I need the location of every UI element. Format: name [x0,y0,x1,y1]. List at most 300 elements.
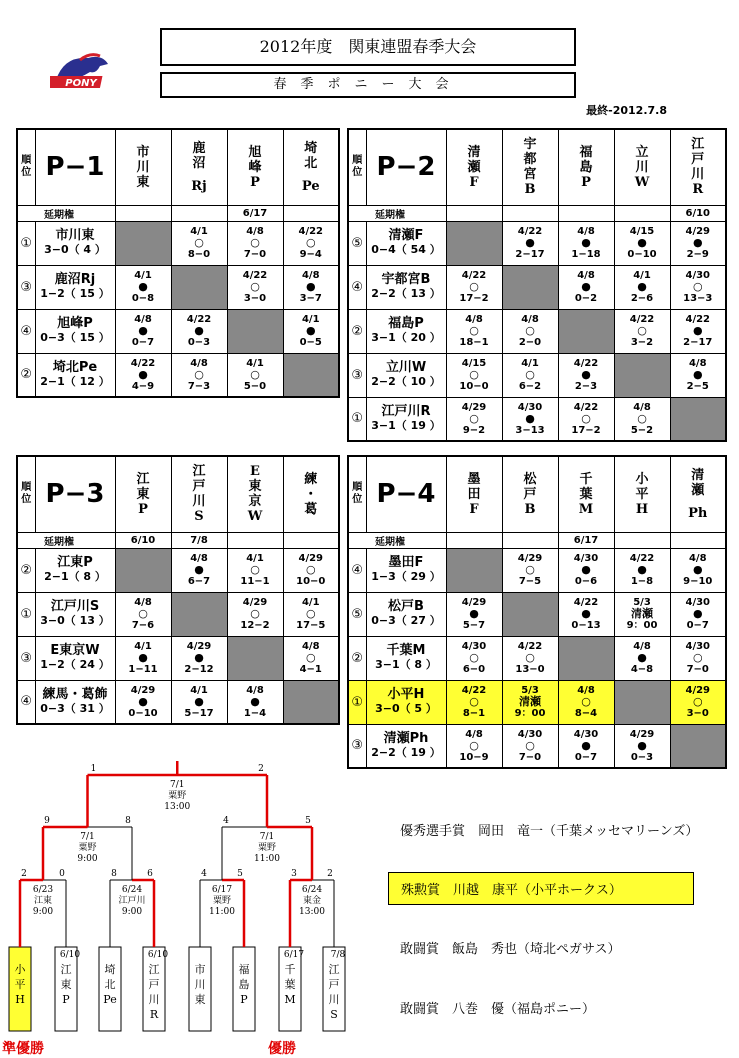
match-result-cell: 4/1 ○ 11−1 [227,548,283,592]
team-row [348,265,726,309]
match-result-cell: 4/8 ● 4−8 [614,636,670,680]
pool-table-3 [16,455,340,725]
self-match-cell [502,265,558,309]
team-name: 墨田F [388,555,424,570]
team-rank: ② [348,309,366,353]
bracket-team-name: P [62,993,70,1006]
extension-date [670,532,726,548]
team-name: 旭峰P [57,316,93,331]
match-result-cell: 4/29 ○ 10−0 [283,548,339,592]
bracket-match-place: 粟野 [257,843,277,853]
bracket-team-name: 江 [328,963,340,976]
team-rank: ① [348,397,366,441]
bracket-team-name: 千 [284,963,296,976]
opponent-header: 市 川 東 [115,129,171,205]
team-name: 清瀬F [388,228,424,243]
match-result-cell: 4/1 ● 1−11 [115,636,171,680]
bracket-match-place: 粟野 [212,896,232,906]
match-result-cell: 4/30 ● 0−6 [558,548,614,592]
extension-date [614,532,670,548]
bracket-match-date: 6/17 [211,885,233,895]
match-result-cell: 4/22 ● 1−8 [614,548,670,592]
team-name: E東京W [50,643,100,658]
team-record: 2−1（ 8 ） [44,570,106,583]
extension-label: 延期権 [17,532,115,548]
team-name: 小平H [387,687,425,702]
team-row [348,221,726,265]
opponent-header: 宇 都 宮 B [502,129,558,205]
extension-date [558,205,614,221]
champion-label: 優勝 [268,1041,296,1057]
bracket-team-name: 埼 [104,963,116,976]
match-result-cell: 4/22 ○ 3−2 [614,309,670,353]
team-record: 3−0（ 5 ） [375,702,437,715]
team-record: 3−1（ 20 ） [371,331,441,344]
team-row [17,221,339,265]
team-record: 1−2（ 24 ） [40,658,110,671]
team-rank: ② [17,353,35,397]
bracket-team-name: 平 [14,978,26,991]
team-row [17,548,339,592]
extension-date [502,532,558,548]
team-cell [366,309,446,353]
bracket-score: 2 [21,869,27,879]
team-cell [35,548,115,592]
last-updated: 最終-2012.7.8 [586,104,667,117]
self-match-cell [446,221,502,265]
bracket-match-date: 6/24 [121,885,143,895]
opponent-header: 旭 峰 P [227,129,283,205]
match-result-cell: 4/1 ○ 6−2 [502,353,558,397]
award-title: 敢闘賞 [400,942,440,957]
bracket-match-place: 東金 [302,896,322,906]
extension-date [115,205,171,221]
match-result-cell: 4/8 ● 9−10 [670,548,726,592]
extension-date [614,205,670,221]
team-cell [366,548,446,592]
match-result-cell: 4/30 ○ 6−0 [446,636,502,680]
team-row [17,309,339,353]
team-row [348,636,726,680]
award-entry [400,938,730,957]
match-result-cell: 4/29 ● 2−12 [171,636,227,680]
match-result-cell: 4/30 ○ 7−0 [670,636,726,680]
bracket-score: 2 [327,869,333,879]
bracket-team-name: 福 [238,963,250,976]
team-row [348,548,726,592]
bracket-team-name: 小 [14,963,26,976]
bracket-team-name: 北 [104,978,116,991]
match-result-cell: 4/8 ○ 8−4 [558,680,614,724]
self-match-cell [171,265,227,309]
self-match-cell [283,680,339,724]
bracket-score: 8 [125,816,131,826]
bracket-team-name: 葉 [284,978,296,991]
match-result-cell: 4/22 ● 2−17 [502,221,558,265]
team-rank: ② [17,548,35,592]
team-name: 練馬・葛飾 [42,686,108,702]
bracket-match-time: 13:00 [164,802,191,812]
match-result-cell: 4/29 ○ 3−0 [670,680,726,724]
team-cell [366,636,446,680]
award-entry [388,872,694,905]
bracket-team-name: 東 [60,978,72,991]
bracket-team-name: 島 [238,978,250,991]
team-row [348,309,726,353]
match-result-cell: 4/8 ● 1−18 [558,221,614,265]
pool-table-1 [16,128,340,398]
team-record: 2−1（ 12 ） [40,374,110,388]
bracket-match-time: 11:00 [254,854,280,864]
bracket-score: 1 [90,764,97,774]
team-cell [366,265,446,309]
page-subtitle: 春季ポニー大会 [160,72,576,98]
team-name: 松戸B [388,599,424,614]
extension-label: 延期権 [348,532,446,548]
match-result-cell: 4/30 ● 0−7 [670,592,726,636]
bracket-score: 5 [237,869,243,879]
match-result-cell: 4/1 ● 5−17 [171,680,227,724]
rank-header: 順位 [17,456,35,532]
opponent-header: 墨 田 F [446,456,502,532]
team-rank: ① [17,592,35,636]
team-row [348,353,726,397]
team-row [348,680,726,724]
bracket-team-name: 川 [328,993,340,1006]
team-cell [366,680,446,724]
award-entry [400,820,730,839]
match-result-cell: 4/29 ○ 7−5 [502,548,558,592]
self-match-cell [670,397,726,441]
match-result-cell: 4/29 ● 2−9 [670,221,726,265]
team-rank: ⑤ [348,592,366,636]
self-match-cell [283,353,339,397]
match-result-cell: 4/22 ○ 3−0 [227,265,283,309]
team-cell [35,636,115,680]
opponent-header: 清 瀬 Ph [670,456,726,532]
match-result-cell: 4/8 ● 2−5 [670,353,726,397]
opponent-header: 埼 北 Pe [283,129,339,205]
self-match-cell [558,636,614,680]
award-title: 優秀選手賞 [400,824,466,839]
extension-label: 延期権 [17,205,115,221]
team-record: 3−0（ 4 ） [44,243,106,256]
bracket-team-name: 川 [148,993,160,1006]
self-match-cell [227,636,283,680]
pony-horse-logo [50,50,114,92]
team-record: 0−3（ 15 ） [40,331,110,344]
self-match-cell [115,221,171,265]
award-recipient: 岡田 竜一（千葉メッセマリーンズ） [478,824,699,839]
pool-name: P−1 [35,129,115,205]
opponent-header: 練 ・ 葛 [283,456,339,532]
extension-label: 延期権 [348,205,446,221]
match-result-cell: 4/1 ○ 17−5 [283,592,339,636]
bracket-match-time: 13:00 [299,907,325,917]
match-result-cell: 4/29 ● 0−3 [614,724,670,768]
bracket-score: 0 [59,869,65,879]
team-rank: ③ [348,353,366,397]
team-name: 福島P [388,316,424,331]
award-recipient: 飯島 秀也（埼北ペガサス） [452,942,621,957]
opponent-header: 松 戸 B [502,456,558,532]
team-rank: ① [17,221,35,265]
team-name: 江戸川R [381,403,431,419]
team-rank: ① [348,680,366,724]
extension-date [283,532,339,548]
bracket-team-name: R [149,1008,159,1021]
bracket-score: 9 [44,816,50,826]
team-rank: ② [348,636,366,680]
match-result-cell: 4/29 ● 0−10 [115,680,171,724]
self-match-cell [227,309,283,353]
team-record: 1−2（ 15 ） [40,287,110,300]
bracket-match-place: 江東 [33,896,53,906]
match-result-cell: 4/1 ○ 5−0 [227,353,283,397]
opponent-header: 江 戸 川 S [171,456,227,532]
extension-date [502,205,558,221]
opponent-header: 小 平 H [614,456,670,532]
self-match-cell [502,592,558,636]
team-cell [366,353,446,397]
bracket-team-name: M [284,993,296,1006]
bracket-score: 8 [111,869,117,879]
match-result-cell: 4/8 ● 3−7 [283,265,339,309]
extension-date [283,205,339,221]
match-result-cell: 4/1 ○ 8−0 [171,221,227,265]
bracket-match-date: 7/1 [259,832,275,842]
match-result-cell: 4/30 ○ 7−0 [502,724,558,768]
team-cell [35,221,115,265]
bracket-team-name: P [240,993,248,1006]
match-result-cell: 4/8 ● 1−4 [227,680,283,724]
bracket-match-date: 7/1 [170,780,185,790]
match-result-cell: 4/1 ● 0−5 [283,309,339,353]
team-cell [35,680,115,724]
team-row [348,397,726,441]
team-row [17,680,339,724]
award-title: 敢闘賞 [400,1002,440,1017]
rank-header: 順位 [17,129,35,205]
opponent-header: 清 瀬 F [446,129,502,205]
self-match-cell [171,592,227,636]
team-rank: ③ [348,724,366,768]
opponent-header: 立 川 W [614,129,670,205]
page-title: 2012年度 関東連盟春季大会 [160,28,576,66]
bracket-match-time: 9:00 [77,854,98,864]
team-cell [35,265,115,309]
match-result-cell: 4/22 ○ 17−2 [558,397,614,441]
match-result-cell: 4/8 ● 0−7 [115,309,171,353]
opponent-header: E 東 京 W [227,456,283,532]
opponent-header: 千 葉 M [558,456,614,532]
team-record: 3−1（ 8 ） [375,658,437,671]
team-name: 江東P [57,555,93,570]
match-result-cell: 4/1 ● 2−6 [614,265,670,309]
bracket-team-name: 戸 [148,978,160,991]
match-result-cell: 4/29 ● 5−7 [446,592,502,636]
team-name: 宇都宮B [381,272,431,287]
bracket-score: 6 [147,869,153,879]
team-name: 清瀬Ph [383,730,429,746]
team-record: 0−3（ 31 ） [40,701,110,715]
pool-name: P−4 [366,456,446,532]
award-recipient: 川越 康平（小平ホークス） [453,883,622,898]
team-record: 0−4（ 54 ） [371,243,441,256]
match-result-cell: 4/22 ● 4−9 [115,353,171,397]
self-match-cell [115,548,171,592]
bracket-score: 4 [223,816,229,826]
rank-header: 順位 [348,129,366,205]
bracket-match-date: 6/24 [301,885,323,895]
team-record: 2−2（ 19 ） [371,745,441,759]
self-match-cell [558,309,614,353]
match-result-cell: 4/8 ○ 10−9 [446,724,502,768]
extension-date [446,205,502,221]
self-match-cell [614,353,670,397]
bracket-team-name: 東 [194,993,206,1006]
match-result-cell: 4/8 ○ 4−1 [283,636,339,680]
match-result-cell: 4/8 ○ 7−6 [115,592,171,636]
extension-date: 7/8 [171,532,227,548]
match-result-cell: 4/30 ○ 13−3 [670,265,726,309]
team-rank: ⑤ [348,221,366,265]
team-record: 3−1（ 19 ） [371,418,441,432]
bracket-match-time: 11:00 [209,907,235,917]
match-result-cell: 4/22 ● 2−3 [558,353,614,397]
team-record: 3−0（ 13 ） [40,614,110,627]
match-result-cell: 4/1 ● 0−8 [115,265,171,309]
bracket-match-date: 7/1 [80,832,95,842]
team-row [17,636,339,680]
bracket-team-name: H [15,993,25,1006]
team-rank: ④ [17,680,35,724]
bracket-match-time: 9:00 [32,907,54,917]
bracket-team-extension: 6/17 [283,950,305,960]
team-cell [35,353,115,397]
award-recipient: 八巻 優（福島ポニー） [452,1002,596,1017]
team-name: 市川東 [55,228,95,243]
team-rank: ③ [17,636,35,680]
pool-name: P−3 [35,456,115,532]
match-result-cell: 4/22 ● 2−17 [670,309,726,353]
bracket-team-name: 江 [148,963,160,976]
team-name: 鹿沼Rj [54,272,96,287]
award-title: 殊勲賞 [401,883,441,898]
runner-up-label: 準優勝 [2,1041,44,1057]
bracket-match-place: 粟野 [78,843,97,853]
team-row [17,265,339,309]
bracket-match-place: 粟野 [168,791,187,801]
self-match-cell [446,548,502,592]
match-result-cell: 4/22 ○ 13−0 [502,636,558,680]
bracket-team-extension: 6/10 [147,950,169,960]
match-result-cell: 4/22 ○ 9−4 [283,221,339,265]
match-result-cell: 4/8 ○ 2−0 [502,309,558,353]
extension-date: 6/17 [558,532,614,548]
bracket-score: 3 [291,869,297,879]
bracket-team-name: Pe [103,993,117,1006]
match-result-cell: 4/22 ● 0−13 [558,592,614,636]
team-name: 江戸川S [50,599,100,614]
team-record: 1−3（ 29 ） [371,570,441,583]
match-result-cell: 4/8 ● 6−7 [171,548,227,592]
logo-text: PONY [65,78,97,89]
match-result-cell: 4/22 ○ 17−2 [446,265,502,309]
team-name: 埼北Pe [52,359,98,375]
match-result-cell: 4/30 ● 0−7 [558,724,614,768]
extension-date [171,205,227,221]
team-name: 立川W [385,360,427,375]
match-result-cell: 4/8 ○ 7−0 [227,221,283,265]
rank-header: 順位 [348,456,366,532]
team-row [17,353,339,397]
opponent-header: 鹿 沼 Rj [171,129,227,205]
match-result-cell: 4/22 ● 0−3 [171,309,227,353]
match-result-cell: 4/22 ○ 8−1 [446,680,502,724]
bracket-score: 2 [258,764,264,774]
team-cell [366,221,446,265]
team-rank: ④ [348,548,366,592]
bracket-team-name: 戸 [328,978,340,991]
team-record: 0−3（ 27 ） [371,614,441,627]
match-result-cell: 4/8 ○ 5−2 [614,397,670,441]
team-cell [366,592,446,636]
team-cell [35,309,115,353]
match-result-cell: 4/8 ● 0−2 [558,265,614,309]
team-cell [35,592,115,636]
team-name: 千葉M [386,643,426,658]
match-result-cell: 5/3 清瀬 9：00 [502,680,558,724]
bracket-team-extension: 7/8 [330,950,346,960]
team-row [348,592,726,636]
opponent-header: 江 東 P [115,456,171,532]
team-rank: ④ [17,309,35,353]
team-rank: ③ [17,265,35,309]
bracket-team-name: 川 [194,978,206,991]
team-row [17,592,339,636]
match-result-cell: 4/8 ○ 18−1 [446,309,502,353]
bracket-score: 5 [305,816,311,826]
pool-table-4 [347,455,727,769]
extension-date: 6/17 [227,205,283,221]
opponent-header: 福 島 P [558,129,614,205]
team-record: 2−2（ 10 ） [371,375,441,388]
pool-name: P−2 [366,129,446,205]
opponent-header: 江 戸 川 R [670,129,726,205]
match-result-cell: 4/30 ● 3−13 [502,397,558,441]
match-result-cell: 4/15 ○ 10−0 [446,353,502,397]
bracket-team-extension: 6/10 [59,950,81,960]
match-result-cell: 4/8 ○ 7−3 [171,353,227,397]
award-entry [400,998,730,1017]
bracket-match-place: 江戸川 [118,896,146,906]
match-result-cell: 4/29 ○ 12−2 [227,592,283,636]
team-cell [366,397,446,441]
bracket-team-name: 市 [194,963,206,976]
bracket-score: 4 [201,869,207,879]
extension-date: 6/10 [670,205,726,221]
bracket-team-name: 江 [60,963,72,976]
self-match-cell [614,680,670,724]
team-rank: ④ [348,265,366,309]
extension-date: 6/10 [115,532,171,548]
pool-table-2 [347,128,727,442]
bracket-match-time: 9:00 [121,907,143,917]
bracket-team-name: S [330,1008,338,1021]
match-result-cell: 4/29 ○ 9−2 [446,397,502,441]
bracket-match-date: 6/23 [32,885,54,895]
